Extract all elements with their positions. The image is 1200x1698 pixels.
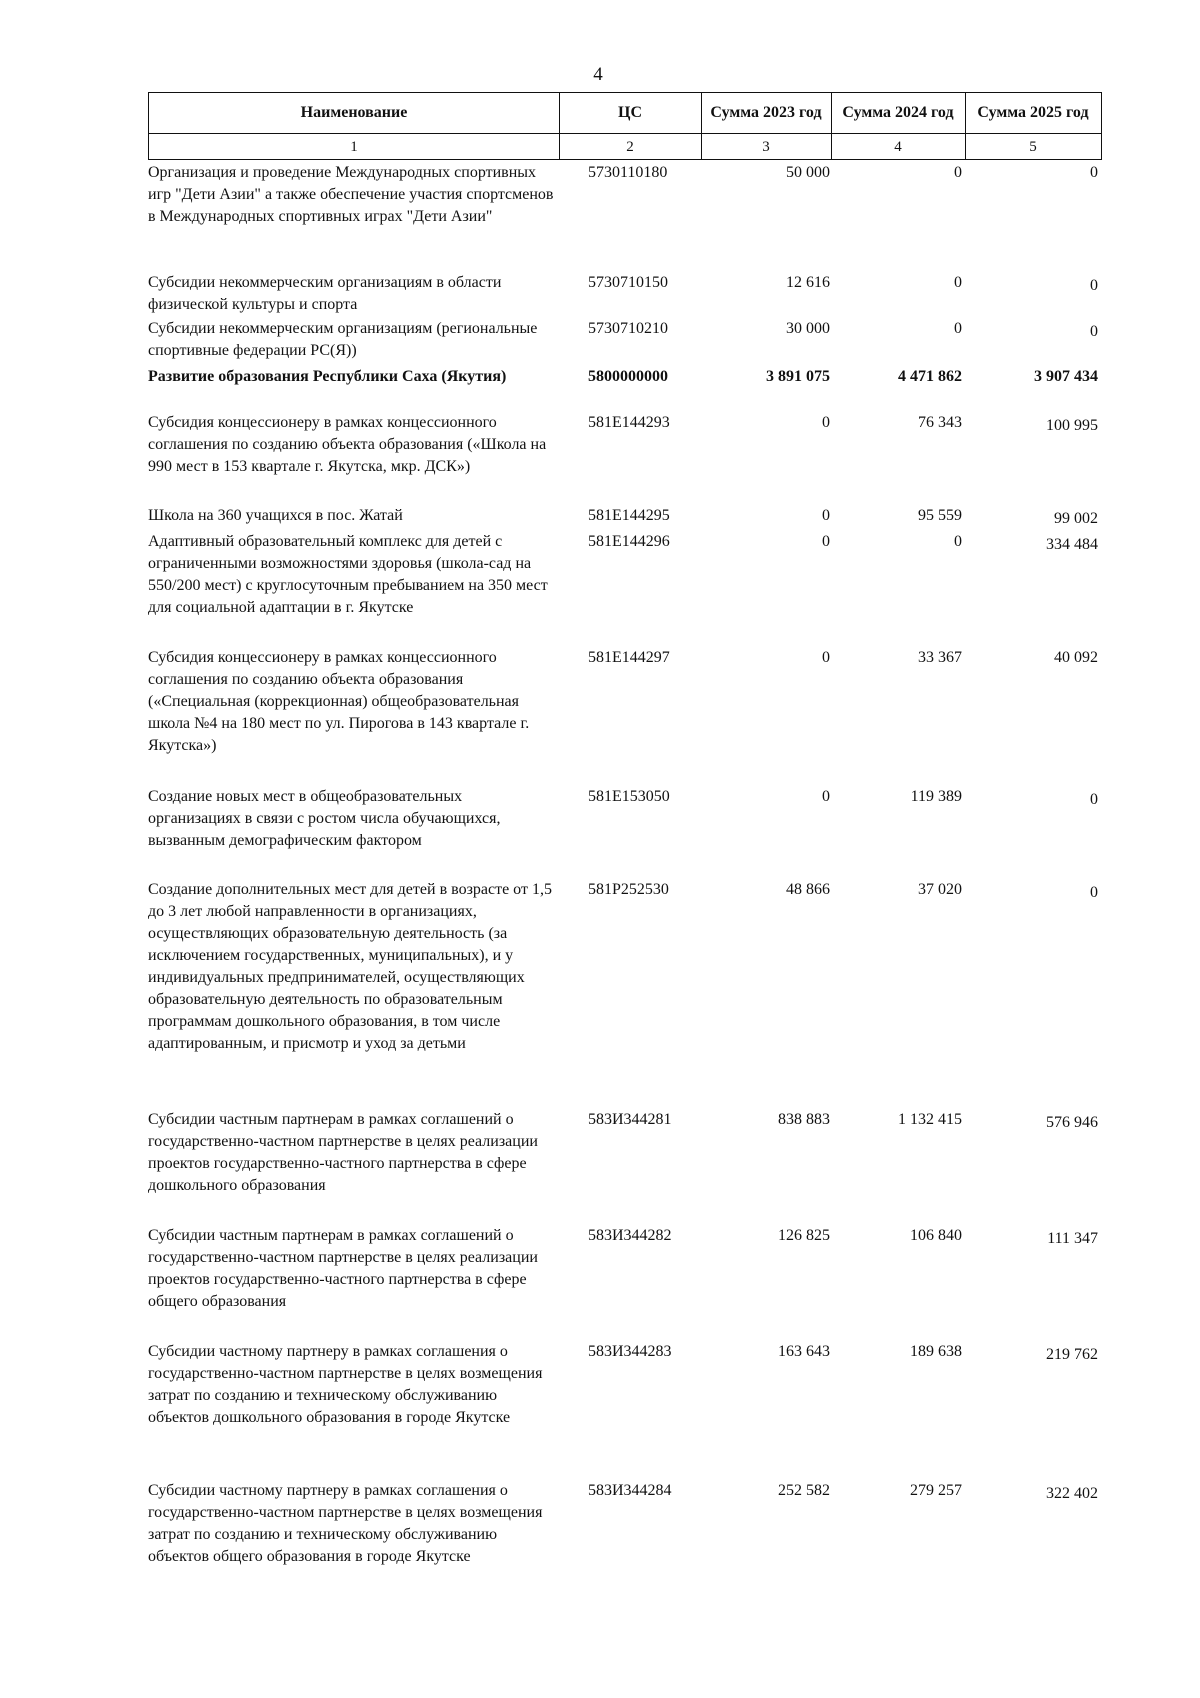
header-sum-2024: Сумма 2024 год xyxy=(842,104,954,121)
row-sum-2023: 48 866 xyxy=(786,881,830,898)
row-sum-2025: 40 092 xyxy=(1054,649,1098,666)
row-sum-2025: 111 347 xyxy=(1047,1230,1098,1247)
row-sum-2025: 99 002 xyxy=(1054,510,1098,527)
row-sum-2023: 0 xyxy=(822,649,830,666)
row-sum-2023: 50 000 xyxy=(786,164,830,181)
row-name: Субсидии частным партнерам в рамках соглашений о государственно-частном партнерстве в целях реализации проектов государственно-частного партнерства в сфере общего образования xyxy=(148,1227,538,1310)
header-num-3: 3 xyxy=(762,138,770,155)
row-sum-2023: 0 xyxy=(822,533,830,550)
page-number: 4 xyxy=(593,64,603,85)
row-cs: 583И344284 xyxy=(588,1482,672,1499)
row-cs: 581P252530 xyxy=(588,881,669,898)
row-name: Развитие образования Республики Саха (Якутия) xyxy=(148,368,507,385)
header-cs: ЦС xyxy=(618,104,642,121)
row-cs: 581E144297 xyxy=(588,649,670,666)
row-sum-2023: 126 825 xyxy=(778,1227,830,1244)
row-sum-2024: 189 638 xyxy=(910,1343,962,1360)
row-sum-2023: 30 000 xyxy=(786,320,830,337)
row-cs: 583И344281 xyxy=(588,1111,672,1128)
row-cs: 5730710210 xyxy=(588,320,668,337)
row-name: Субсидии частному партнеру в рамках соглашения о государственно-частном партнерстве в целях возмещения затрат по созданию и техническому обслуживанию объектов дошкольного образования в городе Якутске xyxy=(148,1343,543,1426)
row-name: Школа на 360 учащихся в пос. Жатай xyxy=(148,507,403,524)
row-sum-2025: 0 xyxy=(1090,164,1098,181)
row-sum-2024: 0 xyxy=(954,274,962,291)
row-cs: 581E144293 xyxy=(588,414,670,431)
row-sum-2023: 252 582 xyxy=(778,1482,830,1499)
row-name: Субсидия концессионеру в рамках концессионного соглашения по созданию объекта образования («Специальная (коррекционная) общеобразовательная школа №4 на 180 мест по ул. Пирогова в 143 квартале г. Якутска») xyxy=(148,649,530,754)
row-sum-2025: 0 xyxy=(1090,884,1098,901)
row-sum-2023: 3 891 075 xyxy=(766,368,830,385)
row-sum-2024: 0 xyxy=(954,320,962,337)
header-name: Наименование xyxy=(300,104,408,121)
row-sum-2025: 100 995 xyxy=(1046,417,1098,434)
row-sum-2023: 0 xyxy=(822,507,830,524)
header-num-4: 4 xyxy=(894,138,902,155)
row-sum-2023: 163 643 xyxy=(778,1343,830,1360)
row-cs: 5800000000 xyxy=(588,368,668,385)
row-sum-2024: 33 367 xyxy=(918,649,962,666)
header-sum-2025: Сумма 2025 год xyxy=(977,104,1089,121)
row-sum-2025: 322 402 xyxy=(1046,1485,1098,1502)
header-sum-2023: Сумма 2023 год xyxy=(710,104,822,121)
row-sum-2024: 37 020 xyxy=(918,881,962,898)
table-header xyxy=(148,92,1102,160)
row-sum-2024: 0 xyxy=(954,533,962,550)
row-sum-2023: 0 xyxy=(822,414,830,431)
row-name: Организация и проведение Международных спортивных игр "Дети Азии" а также обеспечение участия спортсменов в Международных спортивных играх "Дети Азии" xyxy=(148,164,554,225)
row-sum-2024: 95 559 xyxy=(918,507,962,524)
row-sum-2025: 0 xyxy=(1090,277,1098,294)
header-num-2: 2 xyxy=(626,138,634,155)
row-sum-2025: 0 xyxy=(1090,791,1098,808)
row-sum-2024: 119 389 xyxy=(910,788,962,805)
row-cs: 5730710150 xyxy=(588,274,668,291)
row-name: Субсидия концессионеру в рамках концессионного соглашения по созданию объекта образования («Школа на 990 мест в 153 квартале г. Якутска, мкр. ДСК») xyxy=(148,414,547,475)
row-sum-2025: 576 946 xyxy=(1046,1114,1098,1131)
row-name: Субсидии частным партнерам в рамках соглашений о государственно-частном партнерстве в целях реализации проектов государственно-частного партнерства в сфере дошкольного образования xyxy=(148,1111,538,1194)
row-sum-2023: 838 883 xyxy=(778,1111,830,1128)
row-sum-2024: 76 343 xyxy=(918,414,962,431)
row-sum-2025: 219 762 xyxy=(1046,1346,1098,1363)
row-sum-2024: 106 840 xyxy=(910,1227,962,1244)
row-sum-2024: 1 132 415 xyxy=(898,1111,962,1128)
row-name: Субсидии некоммерческим организациям в области физической культуры и спорта xyxy=(148,274,502,313)
row-sum-2025: 334 484 xyxy=(1046,536,1098,553)
row-cs: 583И344282 xyxy=(588,1227,672,1244)
row-cs: 583И344283 xyxy=(588,1343,672,1360)
row-name: Субсидии некоммерческим организациям (региональные спортивные федерации РС(Я)) xyxy=(148,320,538,359)
row-sum-2024: 279 257 xyxy=(910,1482,962,1499)
row-sum-2023: 12 616 xyxy=(786,274,830,291)
row-sum-2025: 0 xyxy=(1090,323,1098,340)
row-cs: 581E153050 xyxy=(588,788,670,805)
row-sum-2025: 3 907 434 xyxy=(1034,368,1098,385)
row-sum-2024: 0 xyxy=(954,164,962,181)
header-num-1: 1 xyxy=(350,138,358,155)
row-sum-2023: 0 xyxy=(822,788,830,805)
row-name: Субсидии частному партнеру в рамках соглашения о государственно-частном партнерстве в целях возмещения затрат по созданию и техническому обслуживанию объектов общего образования в городе Якутске xyxy=(148,1482,543,1565)
row-cs: 5730110180 xyxy=(588,164,668,181)
row-name: Создание новых мест в общеобразовательных организациях в связи с ростом числа обучающихся, вызванным демографическим фактором xyxy=(148,788,501,849)
row-name: Создание дополнительных мест для детей в возрасте от 1,5 до 3 лет любой направленности в организациях, осуществляющих образовательную деятельность (за исключением государственных, муниципальных), и у индивидуальных предпринимателей, осуществляющих образовательную деятельность по образовательным программам дошкольного образования, в том числе адаптированным, и присмотр и уход за детьми xyxy=(148,881,552,1052)
row-sum-2024: 4 471 862 xyxy=(898,368,962,385)
row-cs: 581E144296 xyxy=(588,533,670,550)
row-cs: 581E144295 xyxy=(588,507,670,524)
row-name: Адаптивный образовательный комплекс для детей с ограниченными возможностями здоровья (школа-сад на 550/200 мест) с круглосуточным пребыванием на 350 мест для социальной адаптации в г. Якутске xyxy=(148,533,548,616)
header-num-5: 5 xyxy=(1029,138,1037,155)
